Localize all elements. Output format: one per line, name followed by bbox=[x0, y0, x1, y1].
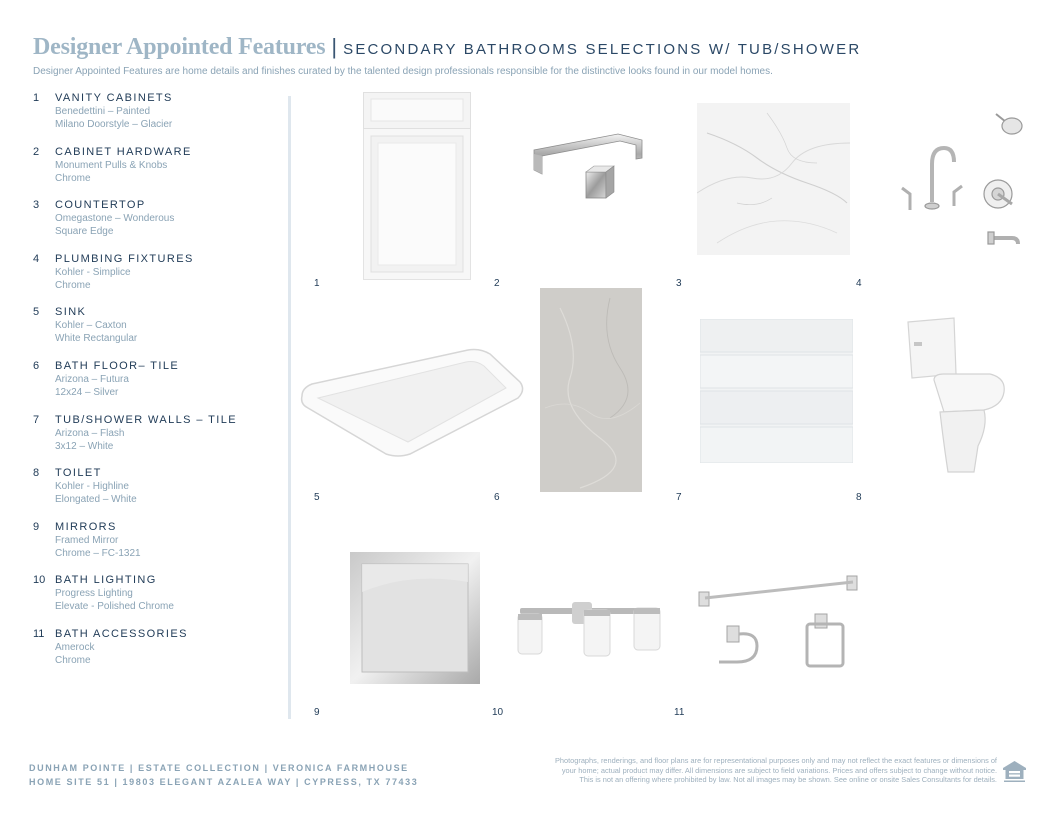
feature-number: 1 bbox=[33, 92, 40, 104]
feature-detail: Square Edge bbox=[55, 226, 114, 238]
feature-name: MIRRORS bbox=[55, 520, 117, 533]
feature-name: BATH FLOOR– TILE bbox=[55, 359, 180, 372]
feature-item bbox=[33, 92, 283, 146]
feature-detail: 3x12 – White bbox=[55, 440, 114, 452]
image-number-10: 10 bbox=[492, 707, 504, 718]
cabinet-pull-and-knob-image bbox=[528, 128, 646, 202]
image-number-1: 1 bbox=[314, 278, 320, 289]
feature-list bbox=[33, 92, 283, 682]
footer-address-line: HOME SITE 51 | 19803 ELEGANT AZALEA WAY | CYPRESS, TX 77433 bbox=[29, 777, 419, 787]
feature-name: TUB/SHOWER WALLS – TILE bbox=[55, 413, 237, 426]
equal-housing-opportunity-icon bbox=[1002, 760, 1027, 784]
feature-detail: Elongated – White bbox=[55, 494, 137, 506]
countertop-sample-image bbox=[697, 103, 850, 255]
image-number-8: 8 bbox=[856, 492, 862, 503]
feature-item bbox=[33, 146, 283, 200]
feature-detail: Chrome bbox=[55, 279, 91, 291]
disclaimer-text bbox=[517, 756, 997, 785]
feature-number: 2 bbox=[33, 145, 40, 158]
toilet-image bbox=[904, 316, 1008, 476]
page-title: Designer Appointed Features bbox=[33, 34, 326, 60]
feature-detail: Arizona – Flash bbox=[55, 427, 125, 439]
feature-detail: Arizona – Futura bbox=[55, 373, 129, 385]
feature-detail: White Rectangular bbox=[55, 333, 138, 345]
image-number-7: 7 bbox=[676, 492, 682, 503]
feature-detail: Kohler - Highline bbox=[55, 481, 129, 493]
feature-item bbox=[33, 360, 283, 414]
community-address bbox=[29, 761, 418, 789]
feature-item bbox=[33, 253, 283, 307]
feature-item bbox=[33, 574, 283, 628]
sink-image bbox=[298, 346, 526, 458]
feature-number: 7 bbox=[33, 413, 40, 426]
image-number-2: 2 bbox=[494, 278, 500, 289]
vanity-cabinet-door-image bbox=[363, 92, 471, 280]
feature-number: 5 bbox=[33, 306, 40, 319]
intro-text: Designer Appointed Features are home details and finishes curated by the talented design professionals responsible for the distinctive looks found in our model homes. bbox=[33, 66, 773, 77]
disclaimer-line: Photographs, renderings, and floor plans are for representational purposes only and may not reflect the exact features or dimensions of bbox=[554, 756, 997, 765]
page-subtitle: SECONDARY BATHROOMS SELECTIONS W/ TUB/SHOWER bbox=[343, 41, 862, 58]
feature-name: TOILET bbox=[55, 467, 102, 480]
image-number-3: 3 bbox=[676, 278, 682, 289]
feature-item bbox=[33, 199, 283, 253]
feature-detail: Kohler - Simplice bbox=[55, 266, 131, 278]
feature-detail: Kohler – Caxton bbox=[55, 320, 127, 332]
feature-detail: Progress Lighting bbox=[55, 588, 133, 600]
disclaimer-line: your home; actual product may differ. All dimensions are subject to field variations. Prices and offers subject to change without notice. bbox=[561, 765, 997, 775]
bath-accessories-image bbox=[697, 574, 861, 674]
feature-detail: Benedettini – Painted bbox=[55, 106, 151, 117]
floor-tile-image bbox=[540, 288, 642, 492]
image-number-5: 5 bbox=[314, 492, 320, 503]
feature-detail: 12x24 – Silver bbox=[55, 386, 119, 398]
disclaimer-line: This is not an offering where prohibited by law. Not all images may be shown. See online or onsite Sales Consultants for details. bbox=[579, 775, 997, 785]
feature-name: VANITY CABINETS bbox=[55, 92, 173, 104]
image-number-11: 11 bbox=[674, 707, 685, 718]
feature-item bbox=[33, 467, 283, 521]
framed-mirror-image bbox=[350, 552, 480, 684]
feature-detail: Chrome – FC-1321 bbox=[55, 547, 141, 559]
footer-community-line: DUNHAM POINTE | ESTATE COLLECTION | VERONICA FARMHOUSE bbox=[29, 763, 409, 773]
wall-tile-image bbox=[700, 319, 853, 463]
feature-number: 10 bbox=[33, 574, 46, 587]
image-number-9: 9 bbox=[314, 707, 320, 718]
feature-detail: Amerock bbox=[55, 641, 95, 653]
feature-name: CABINET HARDWARE bbox=[55, 145, 192, 158]
feature-item bbox=[33, 628, 283, 682]
page-header bbox=[33, 34, 861, 61]
feature-number: 11 bbox=[33, 627, 45, 640]
feature-name: PLUMBING FIXTURES bbox=[55, 252, 194, 265]
feature-detail: Omegastone – Wonderous bbox=[55, 213, 175, 225]
title-separator: | bbox=[331, 34, 338, 59]
feature-name: BATH LIGHTING bbox=[55, 574, 157, 587]
feature-number: 6 bbox=[33, 359, 40, 372]
feature-detail: Chrome bbox=[55, 172, 91, 184]
bath-lighting-image bbox=[514, 600, 662, 658]
feature-detail: Monument Pulls & Knobs bbox=[55, 159, 168, 171]
feature-name: SINK bbox=[55, 306, 87, 319]
feature-item bbox=[33, 414, 283, 468]
feature-detail: Chrome bbox=[55, 654, 91, 666]
plumbing-fixtures-image bbox=[888, 108, 1028, 252]
feature-detail: Framed Mirror bbox=[55, 534, 119, 546]
vertical-divider bbox=[288, 96, 291, 719]
feature-name: BATH ACCESSORIES bbox=[55, 627, 188, 640]
feature-name: COUNTERTOP bbox=[55, 199, 146, 212]
feature-detail: Elevate - Polished Chrome bbox=[55, 601, 174, 613]
feature-number: 3 bbox=[33, 199, 40, 212]
feature-item bbox=[33, 306, 283, 360]
feature-number: 4 bbox=[33, 252, 40, 265]
image-number-4: 4 bbox=[856, 278, 862, 289]
feature-number: 9 bbox=[33, 520, 40, 533]
image-number-6: 6 bbox=[494, 492, 500, 503]
feature-number: 8 bbox=[33, 467, 40, 480]
feature-detail: Milano Doorstyle – Glacier bbox=[55, 119, 173, 130]
feature-item bbox=[33, 521, 283, 575]
